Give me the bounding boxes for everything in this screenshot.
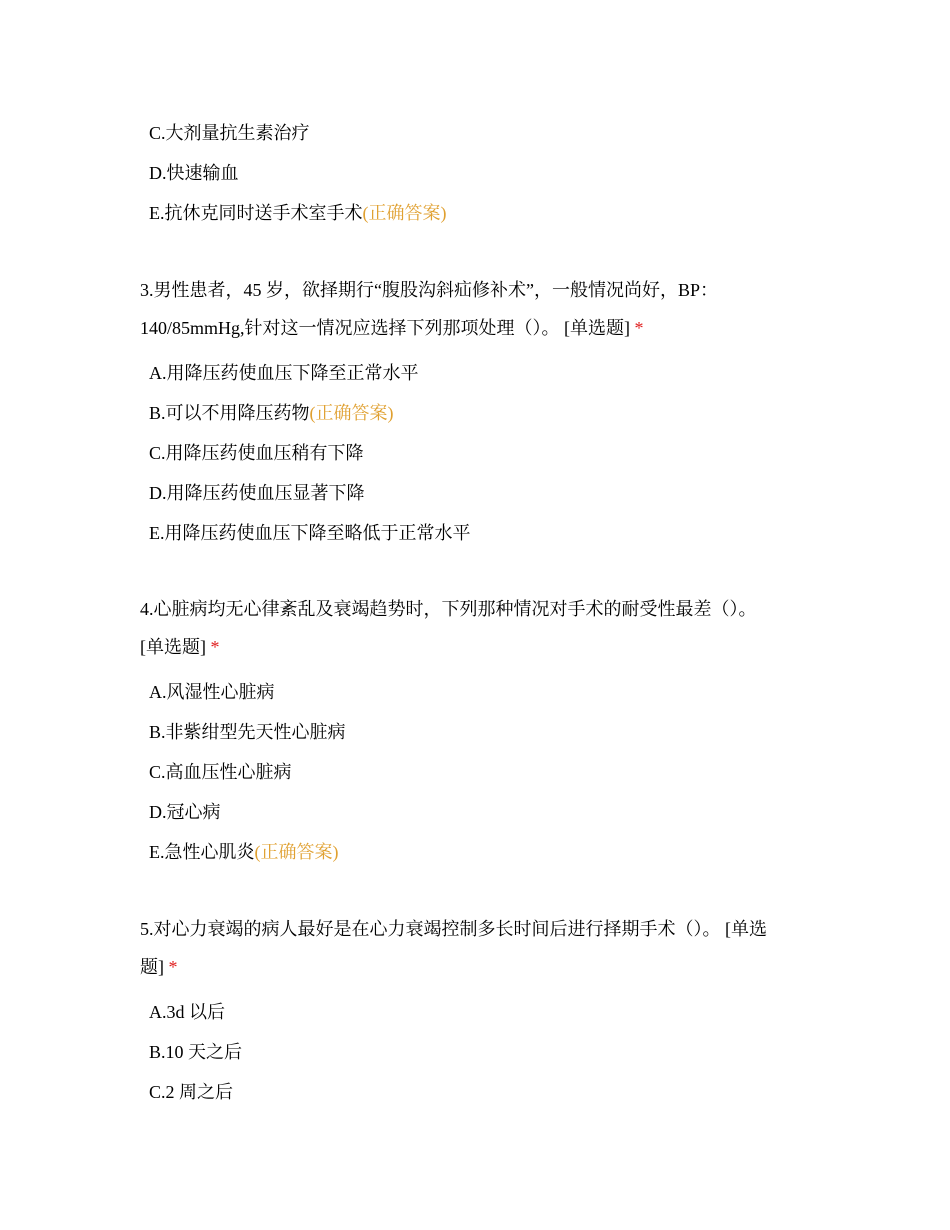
- question-text: [单选题]: [140, 637, 206, 657]
- correct-answer-label: (正确答案): [309, 403, 394, 423]
- question-text: 题]: [140, 957, 164, 977]
- correct-answer-label: (正确答案): [254, 842, 339, 862]
- option-5c: [149, 1080, 233, 1104]
- option-text: D.冠心病: [149, 802, 221, 822]
- option-text: E.抗休克同时送手术室手术: [149, 203, 363, 223]
- option-3c: [149, 441, 364, 465]
- option-4d: [149, 800, 221, 824]
- option-4c: [149, 760, 292, 784]
- option-3a: [149, 361, 419, 385]
- option-text: A.用降压药使血压下降至正常水平: [149, 363, 419, 383]
- required-mark: *: [168, 957, 178, 977]
- option-4e: [149, 840, 339, 864]
- correct-answer-label: (正确答案): [362, 203, 447, 223]
- required-mark: *: [634, 318, 644, 338]
- question-3-line-1: 3.男性患者，45 岁，欲择期行“腹股沟斜疝修补术”，一般情况尚好，BP：: [140, 280, 718, 300]
- option-text: A.风湿性心脏病: [149, 682, 275, 702]
- question-text: 140/85mmHg,针对这一情况应选择下列那项处理（）。 [单选题]: [140, 318, 630, 338]
- option-text: B.可以不用降压药物: [149, 403, 310, 423]
- option-text: D.快速输血: [149, 163, 239, 183]
- option-text: C.2 周之后: [149, 1082, 234, 1102]
- question-3-line-2: [140, 316, 644, 340]
- question-4-line-2: [140, 635, 220, 659]
- question-5-line-2: [140, 955, 178, 979]
- option-2d: [149, 161, 239, 185]
- question-4-line-1: 4.心脏病均无心律紊乱及衰竭趋势时，下列那种情况对手术的耐受性最差（）。: [140, 599, 757, 619]
- option-text: A.3d 以后: [149, 1002, 225, 1022]
- question-5-line-1: 5.对心力衰竭的病人最好是在心力衰竭控制多长时间后进行择期手术（）。 [单选: [140, 919, 767, 939]
- option-text: E.急性心肌炎: [149, 842, 255, 862]
- option-5a: [149, 1000, 225, 1024]
- option-3b: [149, 401, 394, 425]
- option-2c: [149, 121, 310, 145]
- option-4b: [149, 720, 346, 744]
- option-text: B.非紫绀型先天性心脏病: [149, 722, 346, 742]
- required-mark: *: [210, 637, 220, 657]
- option-3d: [149, 481, 365, 505]
- option-text: C.用降压药使血压稍有下降: [149, 443, 364, 463]
- option-4a: [149, 680, 275, 704]
- option-5b: [149, 1040, 242, 1064]
- option-2e: [149, 201, 447, 225]
- option-text: C.高血压性心脏病: [149, 762, 292, 782]
- option-3e: [149, 521, 471, 545]
- option-text: B.10 天之后: [149, 1042, 243, 1062]
- option-text: D.用降压药使血压显著下降: [149, 483, 365, 503]
- option-text: E.用降压药使血压下降至略低于正常水平: [149, 523, 471, 543]
- option-text: C.大剂量抗生素治疗: [149, 123, 310, 143]
